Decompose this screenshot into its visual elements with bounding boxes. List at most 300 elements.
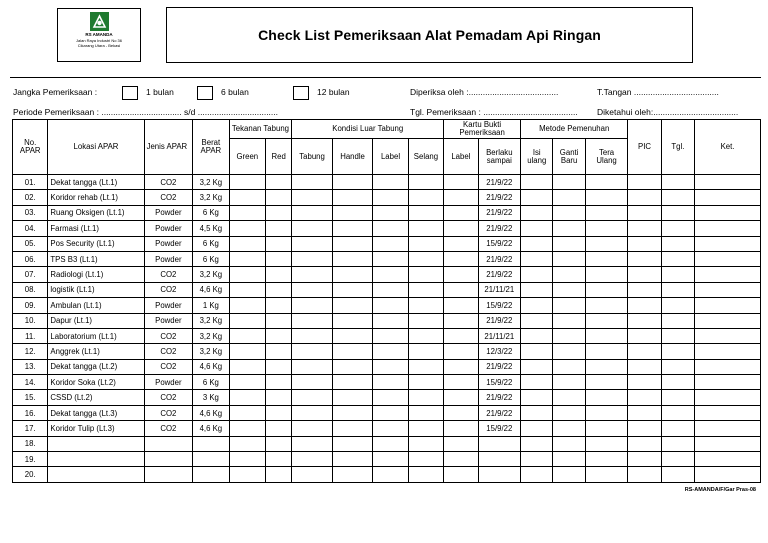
cell-ket[interactable] [695, 467, 761, 482]
cell-isi-ulang[interactable] [521, 436, 553, 451]
cell-tgl[interactable] [661, 221, 694, 236]
cell-no: 07. [13, 267, 48, 282]
cell-berat: 6 Kg [193, 251, 229, 266]
cell-ganti-baru[interactable] [553, 205, 585, 220]
cell-tera-ulang[interactable] [585, 298, 628, 313]
cell-red[interactable] [266, 236, 292, 251]
cell-red[interactable] [266, 405, 292, 420]
cell-handle[interactable] [332, 298, 372, 313]
cell-no: 02. [13, 190, 48, 205]
table-row [13, 313, 761, 328]
cell-label[interactable] [373, 205, 408, 220]
cell-tera-ulang[interactable] [585, 236, 628, 251]
cell-tabung[interactable] [292, 175, 332, 190]
cell-kartu-label[interactable] [444, 221, 478, 236]
cell-ganti-baru[interactable] [553, 421, 585, 436]
cell-label[interactable] [373, 298, 408, 313]
cell-selang[interactable] [408, 452, 443, 467]
cell-isi-ulang[interactable] [521, 282, 553, 297]
cell-kartu-label[interactable] [444, 328, 478, 343]
cell-red[interactable] [266, 390, 292, 405]
cell-isi-ulang[interactable] [521, 405, 553, 420]
cell-red[interactable] [266, 328, 292, 343]
cell-handle[interactable] [332, 375, 372, 390]
cell-red[interactable] [266, 282, 292, 297]
cell-handle[interactable] [332, 405, 372, 420]
cell-pic[interactable] [628, 190, 661, 205]
cell-ganti-baru[interactable] [553, 175, 585, 190]
checkbox-12-bulan[interactable] [293, 86, 309, 100]
cell-isi-ulang[interactable] [521, 375, 553, 390]
cell-isi-ulang[interactable] [521, 313, 553, 328]
cell-handle[interactable] [332, 251, 372, 266]
cell-label[interactable] [373, 421, 408, 436]
cell-ket[interactable] [695, 359, 761, 374]
cell-green[interactable] [229, 251, 265, 266]
cell-tabung[interactable] [292, 298, 332, 313]
cell-red[interactable] [266, 436, 292, 451]
cell-green[interactable] [229, 175, 265, 190]
logo-address [58, 38, 140, 48]
cell-green[interactable] [229, 221, 265, 236]
cell-ket[interactable] [695, 267, 761, 282]
cell-tera-ulang[interactable] [585, 405, 628, 420]
cell-ket[interactable] [695, 375, 761, 390]
cell-handle[interactable] [332, 175, 372, 190]
cell-pic[interactable] [628, 267, 661, 282]
cell-isi-ulang[interactable] [521, 452, 553, 467]
cell-ganti-baru[interactable] [553, 344, 585, 359]
cell-handle[interactable] [332, 390, 372, 405]
cell-kartu-label[interactable] [444, 251, 478, 266]
cell-selang[interactable] [408, 359, 443, 374]
cell-selang[interactable] [408, 205, 443, 220]
cell-pic[interactable] [628, 359, 661, 374]
cell-handle[interactable] [332, 344, 372, 359]
cell-no: 17. [13, 421, 48, 436]
cell-jenis: CO2 [144, 175, 193, 190]
cell-selang[interactable] [408, 313, 443, 328]
cell-label[interactable] [373, 175, 408, 190]
cell-tera-ulang[interactable] [585, 282, 628, 297]
cell-red[interactable] [266, 467, 292, 482]
cell-selang[interactable] [408, 436, 443, 451]
cell-tabung[interactable] [292, 267, 332, 282]
cell-isi-ulang[interactable] [521, 328, 553, 343]
cell-tabung[interactable] [292, 452, 332, 467]
cell-tabung[interactable] [292, 205, 332, 220]
table-row [13, 467, 761, 482]
cell-green[interactable] [229, 375, 265, 390]
cell-tgl[interactable] [661, 282, 694, 297]
cell-selang[interactable] [408, 405, 443, 420]
cell-tgl[interactable] [661, 236, 694, 251]
cell-ganti-baru[interactable] [553, 405, 585, 420]
cell-ket[interactable] [695, 175, 761, 190]
cell-pic[interactable] [628, 175, 661, 190]
cell-ganti-baru[interactable] [553, 190, 585, 205]
cell-selang[interactable] [408, 421, 443, 436]
cell-label[interactable] [373, 390, 408, 405]
cell-ganti-baru[interactable] [553, 236, 585, 251]
cell-isi-ulang[interactable] [521, 359, 553, 374]
cell-green[interactable] [229, 236, 265, 251]
cell-isi-ulang[interactable] [521, 298, 553, 313]
cell-ket[interactable] [695, 390, 761, 405]
cell-label[interactable] [373, 267, 408, 282]
cell-ganti-baru[interactable] [553, 251, 585, 266]
cell-tabung[interactable] [292, 236, 332, 251]
cell-tera-ulang[interactable] [585, 452, 628, 467]
cell-tabung[interactable] [292, 282, 332, 297]
cell-tera-ulang[interactable] [585, 390, 628, 405]
cell-green[interactable] [229, 359, 265, 374]
cell-green[interactable] [229, 298, 265, 313]
cell-tera-ulang[interactable] [585, 344, 628, 359]
cell-ket[interactable] [695, 421, 761, 436]
table-row [13, 236, 761, 251]
cell-handle[interactable] [332, 421, 372, 436]
cell-ket[interactable] [695, 205, 761, 220]
cell-tgl[interactable] [661, 344, 694, 359]
cell-tera-ulang[interactable] [585, 267, 628, 282]
cell-label[interactable] [373, 313, 408, 328]
cell-no: 19. [13, 452, 48, 467]
cell-jenis [144, 452, 193, 467]
cell-ganti-baru[interactable] [553, 328, 585, 343]
cell-label[interactable] [373, 452, 408, 467]
cell-kartu-label[interactable] [444, 298, 478, 313]
cell-label[interactable] [373, 359, 408, 374]
cell-isi-ulang[interactable] [521, 221, 553, 236]
cell-pic[interactable] [628, 221, 661, 236]
periode-pemeriksaan: Periode Pemeriksaan : .................................. s/d .................................. [13, 107, 278, 117]
cell-tabung[interactable] [292, 221, 332, 236]
cell-selang[interactable] [408, 282, 443, 297]
cell-label[interactable] [373, 436, 408, 451]
cell-pic[interactable] [628, 298, 661, 313]
cell-pic[interactable] [628, 344, 661, 359]
cell-ket[interactable] [695, 313, 761, 328]
cell-isi-ulang[interactable] [521, 175, 553, 190]
table-row [13, 267, 761, 282]
cell-tabung[interactable] [292, 313, 332, 328]
cell-red[interactable] [266, 175, 292, 190]
cell-red[interactable] [266, 344, 292, 359]
cell-tera-ulang[interactable] [585, 375, 628, 390]
cell-isi-ulang[interactable] [521, 344, 553, 359]
cell-tabung[interactable] [292, 421, 332, 436]
cell-pic[interactable] [628, 251, 661, 266]
cell-selang[interactable] [408, 236, 443, 251]
cell-red[interactable] [266, 359, 292, 374]
cell-handle[interactable] [332, 313, 372, 328]
cell-selang[interactable] [408, 175, 443, 190]
cell-handle[interactable] [332, 282, 372, 297]
cell-tgl[interactable] [661, 436, 694, 451]
cell-tera-ulang[interactable] [585, 328, 628, 343]
cell-no: 15. [13, 390, 48, 405]
cell-tgl[interactable] [661, 467, 694, 482]
cell-ganti-baru[interactable] [553, 359, 585, 374]
cell-pic[interactable] [628, 375, 661, 390]
cell-handle[interactable] [332, 452, 372, 467]
cell-pic[interactable] [628, 436, 661, 451]
cell-red[interactable] [266, 251, 292, 266]
cell-ganti-baru[interactable] [553, 467, 585, 482]
cell-lokasi: Dekat tangga (Lt.1) [48, 175, 144, 190]
cell-ket[interactable] [695, 221, 761, 236]
cell-tgl[interactable] [661, 267, 694, 282]
cell-tabung[interactable] [292, 251, 332, 266]
cell-tgl[interactable] [661, 251, 694, 266]
cell-isi-ulang[interactable] [521, 251, 553, 266]
cell-ganti-baru[interactable] [553, 390, 585, 405]
cell-pic[interactable] [628, 467, 661, 482]
cell-red[interactable] [266, 190, 292, 205]
checkbox-1-bulan[interactable] [122, 86, 138, 100]
cell-lokasi: Koridor Tulip (Lt.3) [48, 421, 144, 436]
cell-berat: 4,6 Kg [193, 282, 229, 297]
cell-ket[interactable] [695, 328, 761, 343]
cell-ganti-baru[interactable] [553, 436, 585, 451]
cell-kartu-label[interactable] [444, 267, 478, 282]
logo-address-line2: Cikarang Utara - Bekasi [77, 43, 121, 48]
cell-pic[interactable] [628, 328, 661, 343]
cell-tabung[interactable] [292, 328, 332, 343]
cell-green[interactable] [229, 313, 265, 328]
option-6-bulan: 6 bulan [221, 87, 249, 97]
cell-handle[interactable] [332, 467, 372, 482]
cell-pic[interactable] [628, 282, 661, 297]
cell-label[interactable] [373, 251, 408, 266]
cell-kartu-label[interactable] [444, 175, 478, 190]
cell-ganti-baru[interactable] [553, 221, 585, 236]
cell-red[interactable] [266, 375, 292, 390]
cell-ket[interactable] [695, 190, 761, 205]
cell-tera-ulang[interactable] [585, 421, 628, 436]
cell-tgl[interactable] [661, 205, 694, 220]
cell-berlaku: 21/11/21 [478, 282, 521, 297]
cell-pic[interactable] [628, 390, 661, 405]
cell-label[interactable] [373, 236, 408, 251]
cell-kartu-label[interactable] [444, 359, 478, 374]
cell-jenis: Powder [144, 375, 193, 390]
cell-handle[interactable] [332, 190, 372, 205]
cell-berlaku: 15/9/22 [478, 375, 521, 390]
cell-green[interactable] [229, 282, 265, 297]
cell-ket[interactable] [695, 251, 761, 266]
cell-tabung[interactable] [292, 190, 332, 205]
cell-ket[interactable] [695, 236, 761, 251]
cell-green[interactable] [229, 205, 265, 220]
cell-selang[interactable] [408, 221, 443, 236]
cell-lokasi: Dapur (Lt.1) [48, 313, 144, 328]
cell-handle[interactable] [332, 221, 372, 236]
cell-berlaku [478, 452, 521, 467]
cell-handle[interactable] [332, 436, 372, 451]
cell-green[interactable] [229, 344, 265, 359]
cell-selang[interactable] [408, 298, 443, 313]
cell-jenis: CO2 [144, 421, 193, 436]
cell-tabung[interactable] [292, 375, 332, 390]
cell-tgl[interactable] [661, 390, 694, 405]
cell-kartu-label[interactable] [444, 452, 478, 467]
cell-kartu-label[interactable] [444, 467, 478, 482]
cell-tgl[interactable] [661, 452, 694, 467]
cell-selang[interactable] [408, 251, 443, 266]
col-no: No. APAR [13, 120, 48, 175]
cell-tgl[interactable] [661, 421, 694, 436]
cell-tgl[interactable] [661, 190, 694, 205]
cell-selang[interactable] [408, 390, 443, 405]
cell-green[interactable] [229, 267, 265, 282]
cell-handle[interactable] [332, 205, 372, 220]
cell-label[interactable] [373, 405, 408, 420]
cell-kartu-label[interactable] [444, 405, 478, 420]
cell-red[interactable] [266, 221, 292, 236]
cell-tera-ulang[interactable] [585, 313, 628, 328]
cell-berat [193, 436, 229, 451]
cell-kartu-label[interactable] [444, 236, 478, 251]
cell-selang[interactable] [408, 267, 443, 282]
cell-pic[interactable] [628, 452, 661, 467]
cell-tabung[interactable] [292, 390, 332, 405]
cell-red[interactable] [266, 452, 292, 467]
cell-tabung[interactable] [292, 405, 332, 420]
cell-green[interactable] [229, 390, 265, 405]
cell-selang[interactable] [408, 190, 443, 205]
cell-ket[interactable] [695, 452, 761, 467]
cell-kartu-label[interactable] [444, 313, 478, 328]
cell-label[interactable] [373, 467, 408, 482]
cell-ket[interactable] [695, 436, 761, 451]
cell-selang[interactable] [408, 375, 443, 390]
col-tera-ulang: Tera Ulang [585, 139, 628, 175]
cell-label[interactable] [373, 221, 408, 236]
checkbox-6-bulan[interactable] [197, 86, 213, 100]
cell-tgl[interactable] [661, 298, 694, 313]
cell-tabung[interactable] [292, 467, 332, 482]
cell-no: 10. [13, 313, 48, 328]
cell-ganti-baru[interactable] [553, 267, 585, 282]
logo-address-line1: Jalan Raya Industri No 36 [75, 38, 123, 43]
cell-ganti-baru[interactable] [553, 452, 585, 467]
cell-green[interactable] [229, 452, 265, 467]
cell-berlaku [478, 467, 521, 482]
cell-green[interactable] [229, 421, 265, 436]
cell-tera-ulang[interactable] [585, 221, 628, 236]
cell-pic[interactable] [628, 313, 661, 328]
cell-label[interactable] [373, 282, 408, 297]
cell-green[interactable] [229, 467, 265, 482]
cell-ganti-baru[interactable] [553, 282, 585, 297]
cell-isi-ulang[interactable] [521, 467, 553, 482]
cell-label[interactable] [373, 190, 408, 205]
cell-lokasi: Koridor rehab (Lt.1) [48, 190, 144, 205]
cell-ket[interactable] [695, 298, 761, 313]
cell-isi-ulang[interactable] [521, 190, 553, 205]
cell-tgl[interactable] [661, 313, 694, 328]
cell-isi-ulang[interactable] [521, 236, 553, 251]
cell-handle[interactable] [332, 236, 372, 251]
cell-green[interactable] [229, 405, 265, 420]
cell-selang[interactable] [408, 328, 443, 343]
cell-isi-ulang[interactable] [521, 421, 553, 436]
cell-tera-ulang[interactable] [585, 467, 628, 482]
cell-ket[interactable] [695, 282, 761, 297]
cell-isi-ulang[interactable] [521, 205, 553, 220]
cell-isi-ulang[interactable] [521, 390, 553, 405]
cell-label[interactable] [373, 328, 408, 343]
cell-tgl[interactable] [661, 175, 694, 190]
cell-red[interactable] [266, 313, 292, 328]
cell-tabung[interactable] [292, 344, 332, 359]
cell-green[interactable] [229, 436, 265, 451]
cell-isi-ulang[interactable] [521, 267, 553, 282]
cell-selang[interactable] [408, 344, 443, 359]
cell-label[interactable] [373, 375, 408, 390]
cell-tabung[interactable] [292, 436, 332, 451]
table-row [13, 190, 761, 205]
cell-kartu-label[interactable] [444, 390, 478, 405]
cell-kartu-label[interactable] [444, 344, 478, 359]
cell-red[interactable] [266, 298, 292, 313]
cell-lokasi: Ruang Oksigen (Lt.1) [48, 205, 144, 220]
cell-red[interactable] [266, 267, 292, 282]
cell-label[interactable] [373, 344, 408, 359]
cell-ket[interactable] [695, 344, 761, 359]
cell-pic[interactable] [628, 421, 661, 436]
cell-no: 13. [13, 359, 48, 374]
cell-kartu-label[interactable] [444, 436, 478, 451]
cell-tera-ulang[interactable] [585, 205, 628, 220]
cell-tera-ulang[interactable] [585, 175, 628, 190]
cell-kartu-label[interactable] [444, 282, 478, 297]
cell-ganti-baru[interactable] [553, 313, 585, 328]
cell-ganti-baru[interactable] [553, 375, 585, 390]
cell-berat: 4,6 Kg [193, 421, 229, 436]
cell-ganti-baru[interactable] [553, 298, 585, 313]
cell-tera-ulang[interactable] [585, 251, 628, 266]
cell-tabung[interactable] [292, 359, 332, 374]
cell-tgl[interactable] [661, 405, 694, 420]
cell-pic[interactable] [628, 205, 661, 220]
cell-tgl[interactable] [661, 359, 694, 374]
cell-green[interactable] [229, 190, 265, 205]
cell-pic[interactable] [628, 236, 661, 251]
cell-kartu-label[interactable] [444, 421, 478, 436]
cell-handle[interactable] [332, 267, 372, 282]
cell-handle[interactable] [332, 328, 372, 343]
cell-ket[interactable] [695, 405, 761, 420]
cell-red[interactable] [266, 205, 292, 220]
cell-tera-ulang[interactable] [585, 436, 628, 451]
cell-kartu-label[interactable] [444, 375, 478, 390]
cell-kartu-label[interactable] [444, 205, 478, 220]
cell-handle[interactable] [332, 359, 372, 374]
cell-berat: 1 Kg [193, 298, 229, 313]
cell-selang[interactable] [408, 467, 443, 482]
cell-pic[interactable] [628, 405, 661, 420]
cell-tgl[interactable] [661, 375, 694, 390]
cell-green[interactable] [229, 328, 265, 343]
cell-tera-ulang[interactable] [585, 190, 628, 205]
cell-red[interactable] [266, 421, 292, 436]
cell-tgl[interactable] [661, 328, 694, 343]
cell-tera-ulang[interactable] [585, 359, 628, 374]
cell-kartu-label[interactable] [444, 190, 478, 205]
